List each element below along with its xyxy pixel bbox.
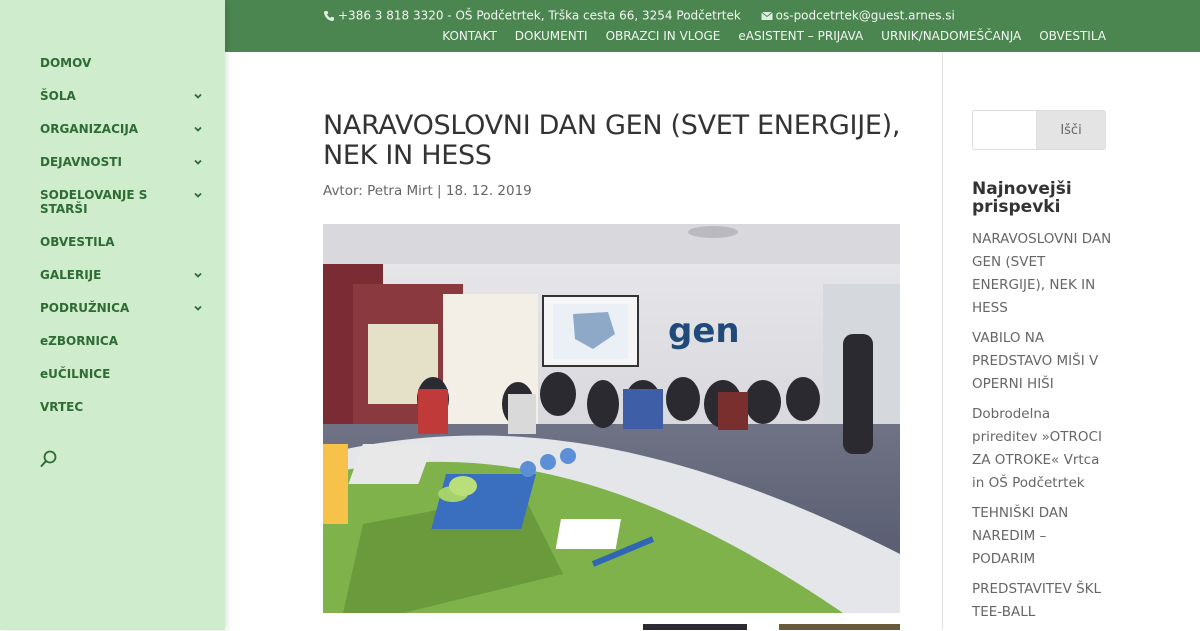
sidebar-item[interactable] [40,235,210,249]
contact-text: +386 3 818 3320 - OŠ Podčetrtek, Trška cesta 66, 3254 Podčetrtek [338,8,741,23]
chevron-down-icon[interactable] [192,156,204,168]
sidebar-item-label: DOMOV [40,56,92,70]
top-navigation [424,29,1106,43]
search-button[interactable]: Išči [1036,110,1106,150]
chevron-down-icon[interactable] [192,90,204,102]
top-nav-link[interactable]: OBVESTILA [1039,29,1106,43]
recent-post-link[interactable]: Dobrodelna prireditev »OTROCI ZA OTROKE« Vrtca in OŠ Podčetrtek [972,406,1102,491]
top-nav-link[interactable]: OBRAZCI IN VLOGE [605,29,721,43]
top-nav-link[interactable]: eASISTENT – PRIJAVA [738,29,864,43]
sidebar-item-label: GALERIJE [40,268,102,282]
chevron-down-icon[interactable] [192,302,204,314]
recent-post-link[interactable]: TEHNIŠKI DAN NAREDIM – PODARIM [972,505,1069,567]
top-nav-link[interactable]: URNIK/NADOMEŠČANJA [881,29,1022,43]
sidebar-item-label: DEJAVNOSTI [40,155,122,169]
svg-text:gen: gen [668,311,740,351]
sidebar-item-label: ORGANIZACIJA [40,122,139,136]
gallery-thumbnails [323,624,900,630]
email-link[interactable]: os-podcetrtek@guest.arnes.si [775,8,955,23]
sidebar-item[interactable] [40,89,210,103]
chevron-down-icon[interactable] [192,269,204,281]
recent-posts-list [972,228,1112,631]
sidebar-item[interactable] [40,56,210,70]
main-navigation [40,56,210,433]
sidebar-item-label: PODRUŽNICA [40,301,130,315]
sidebar-item-label: eUČILNICE [40,367,111,381]
recent-post-link[interactable]: PREDSTAVITEV ŠKL TEE-BALL [972,581,1102,620]
recent-post-link[interactable]: NARAVOSLOVNI DAN GEN (SVET ENERGIJE), NEK IN HESS [972,231,1112,316]
sidebar-item-label: SODELOVANJE S STARŠI [40,188,148,216]
chevron-down-icon[interactable] [192,123,204,135]
content-divider [942,52,943,630]
top-header [225,0,1200,52]
sidebar-item-label: ŠOLA [40,89,76,103]
sidebar-item-label: VRTEC [40,400,84,414]
phone-icon [323,10,335,22]
search-input[interactable] [973,111,1037,149]
sidebar-item-label: eZBORNICA [40,334,119,348]
sidebar-item[interactable] [40,122,210,136]
sidebar-item[interactable] [40,188,210,216]
search-icon[interactable] [40,450,58,468]
chevron-down-icon[interactable] [192,189,204,201]
contact-info [323,8,955,23]
gallery-thumbnail[interactable] [643,624,747,630]
sidebar-item[interactable] [40,155,210,169]
sidebar-item[interactable] [40,400,210,414]
sidebar-item-label: OBVESTILA [40,235,115,249]
top-nav-link[interactable]: DOKUMENTI [514,29,588,43]
sidebar-item[interactable] [40,301,210,315]
main-sidebar [0,0,225,630]
post-title: NARAVOSLOVNI DAN GEN (SVET ENERGIJE), NEK IN HESS [323,110,901,171]
recent-post-link[interactable]: VABILO NA PREDSTAVO MIŠI V OPERNI HIŠI [972,330,1099,392]
gallery-thumbnail[interactable] [779,624,900,630]
recent-posts-title: Najnovejši prispevki [972,179,1072,217]
sidebar-item[interactable] [40,334,210,348]
top-nav-link[interactable]: KONTAKT [442,29,497,43]
sidebar-item[interactable] [40,367,210,381]
sidebar-search [972,110,1106,150]
envelope-icon [761,10,773,22]
sidebar-item[interactable] [40,268,210,282]
post-featured-photo[interactable] [323,224,900,613]
post-meta: Avtor: Petra Mirt | 18. 12. 2019 [323,183,532,199]
